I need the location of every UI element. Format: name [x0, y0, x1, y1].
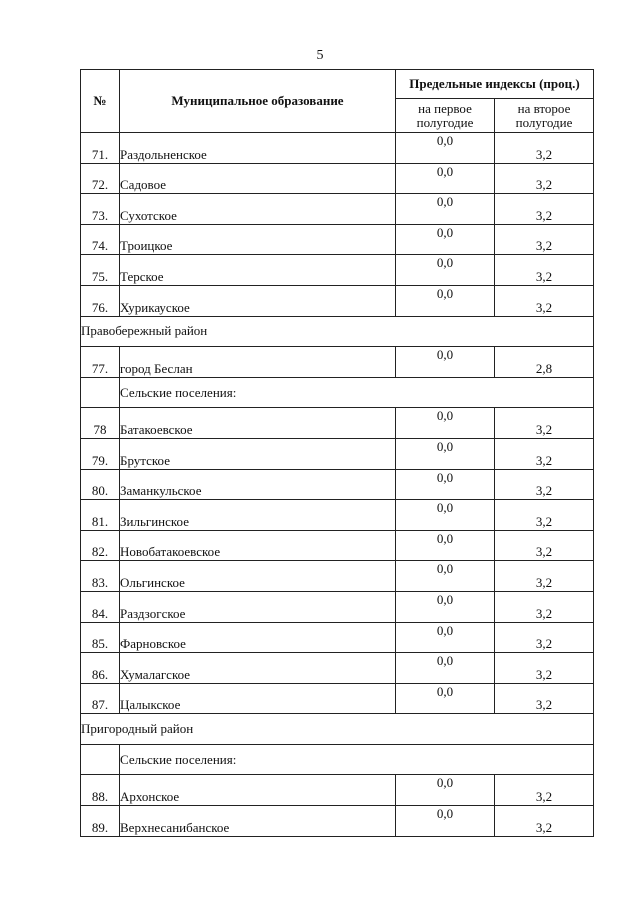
- second-half-index: 3,2: [495, 561, 594, 592]
- column-header-first-half: на первое полугодие: [396, 99, 495, 133]
- limit-index-table: [80, 69, 594, 837]
- first-half-index: 0,0: [396, 591, 495, 622]
- page-number: 5: [316, 48, 324, 63]
- table-row: [81, 775, 594, 806]
- subsection-row: [81, 744, 594, 775]
- first-half-index: 0,0: [396, 194, 495, 225]
- row-number: 72.: [81, 163, 120, 194]
- second-half-index: 3,2: [495, 133, 594, 164]
- column-header-second-half: на второе полугодие: [495, 99, 594, 133]
- first-half-index: 0,0: [396, 530, 495, 561]
- first-half-index: 0,0: [396, 561, 495, 592]
- municipality-name: Фарновское: [120, 622, 396, 653]
- municipality-name: Раздзогское: [120, 591, 396, 622]
- row-number: 88.: [81, 775, 120, 806]
- row-number: 89.: [81, 806, 120, 837]
- municipality-name: Архонское: [120, 775, 396, 806]
- municipality-name: Брутское: [120, 438, 396, 469]
- row-number: 84.: [81, 591, 120, 622]
- first-half-index: 0,0: [396, 347, 495, 378]
- municipality-name: Ольгинское: [120, 561, 396, 592]
- first-half-index: 0,0: [396, 500, 495, 531]
- first-half-index: 0,0: [396, 285, 495, 316]
- table-row: [81, 530, 594, 561]
- second-half-index: 3,2: [495, 163, 594, 194]
- municipality-name: Терское: [120, 255, 396, 286]
- municipality-name: Цалыкское: [120, 683, 396, 714]
- table-row: [81, 347, 594, 378]
- second-half-index: 3,2: [495, 255, 594, 286]
- first-half-index: 0,0: [396, 224, 495, 255]
- first-half-index: 0,0: [396, 163, 495, 194]
- row-number: 87.: [81, 683, 120, 714]
- municipality-name: Хурикауское: [120, 285, 396, 316]
- row-number: 85.: [81, 622, 120, 653]
- row-number: 80.: [81, 469, 120, 500]
- municipality-name: Хумалагское: [120, 653, 396, 684]
- municipality-name: Верхнесанибанское: [120, 806, 396, 837]
- row-number: 77.: [81, 347, 120, 378]
- second-half-index: 3,2: [495, 653, 594, 684]
- second-half-index: 3,2: [495, 408, 594, 439]
- first-half-index: 0,0: [396, 683, 495, 714]
- row-number: 86.: [81, 653, 120, 684]
- second-half-index: 3,2: [495, 500, 594, 531]
- column-header-limit-indices: Предельные индексы (проц.): [396, 70, 594, 99]
- section-row: [81, 714, 594, 745]
- second-half-index: 3,2: [495, 438, 594, 469]
- table-row: [81, 806, 594, 837]
- table-row: [81, 408, 594, 439]
- empty-number-cell: [81, 377, 120, 408]
- second-half-index: 3,2: [495, 683, 594, 714]
- second-half-index: 3,2: [495, 469, 594, 500]
- table-row: [81, 285, 594, 316]
- municipality-name: город Беслан: [120, 347, 396, 378]
- row-number: 73.: [81, 194, 120, 225]
- second-half-index: 3,2: [495, 591, 594, 622]
- municipality-name: Садовое: [120, 163, 396, 194]
- rural-settlements-label: Сельские поселения:: [120, 377, 594, 408]
- table-row: [81, 683, 594, 714]
- column-header-municipality: Муниципальное образование: [120, 70, 396, 133]
- second-half-index: 3,2: [495, 224, 594, 255]
- municipality-name: Зильгинское: [120, 500, 396, 531]
- rural-settlements-label: Сельские поселения:: [120, 744, 594, 775]
- table-row: [81, 194, 594, 225]
- first-half-index: 0,0: [396, 438, 495, 469]
- second-half-index: 2,8: [495, 347, 594, 378]
- table-row: [81, 622, 594, 653]
- row-number: 83.: [81, 561, 120, 592]
- table-row: [81, 469, 594, 500]
- table-row: [81, 438, 594, 469]
- second-half-index: 3,2: [495, 530, 594, 561]
- first-half-index: 0,0: [396, 806, 495, 837]
- row-number: 82.: [81, 530, 120, 561]
- row-number: 71.: [81, 133, 120, 164]
- first-half-index: 0,0: [396, 255, 495, 286]
- table-row: [81, 653, 594, 684]
- table-row: [81, 224, 594, 255]
- municipality-name: Батакоевское: [120, 408, 396, 439]
- first-half-index: 0,0: [396, 622, 495, 653]
- empty-number-cell: [81, 744, 120, 775]
- table-row: [81, 591, 594, 622]
- second-half-index: 3,2: [495, 775, 594, 806]
- municipality-name: Троицкое: [120, 224, 396, 255]
- row-number: 79.: [81, 438, 120, 469]
- first-half-index: 0,0: [396, 133, 495, 164]
- second-half-index: 3,2: [495, 285, 594, 316]
- table-row: [81, 500, 594, 531]
- table-row: [81, 133, 594, 164]
- row-number: 74.: [81, 224, 120, 255]
- municipality-name: Раздольненское: [120, 133, 396, 164]
- first-half-index: 0,0: [396, 408, 495, 439]
- table-row: [81, 255, 594, 286]
- second-half-index: 3,2: [495, 194, 594, 225]
- row-number: 75.: [81, 255, 120, 286]
- table-body: [81, 133, 594, 837]
- first-half-index: 0,0: [396, 775, 495, 806]
- row-number: 81.: [81, 500, 120, 531]
- table-row: [81, 561, 594, 592]
- first-half-index: 0,0: [396, 653, 495, 684]
- municipality-name: Заманкульское: [120, 469, 396, 500]
- row-number: 78: [81, 408, 120, 439]
- second-half-index: 3,2: [495, 622, 594, 653]
- district-section-label: Правобережный район: [81, 316, 594, 347]
- section-row: [81, 316, 594, 347]
- second-half-index: 3,2: [495, 806, 594, 837]
- municipality-name: Сухотское: [120, 194, 396, 225]
- header-row: [81, 70, 594, 99]
- municipality-name: Новобатакоевское: [120, 530, 396, 561]
- district-section-label: Пригородный район: [81, 714, 594, 745]
- column-header-number: №: [81, 70, 120, 133]
- table-header: [81, 70, 594, 133]
- row-number: 76.: [81, 285, 120, 316]
- table-row: [81, 163, 594, 194]
- first-half-index: 0,0: [396, 469, 495, 500]
- subsection-row: [81, 377, 594, 408]
